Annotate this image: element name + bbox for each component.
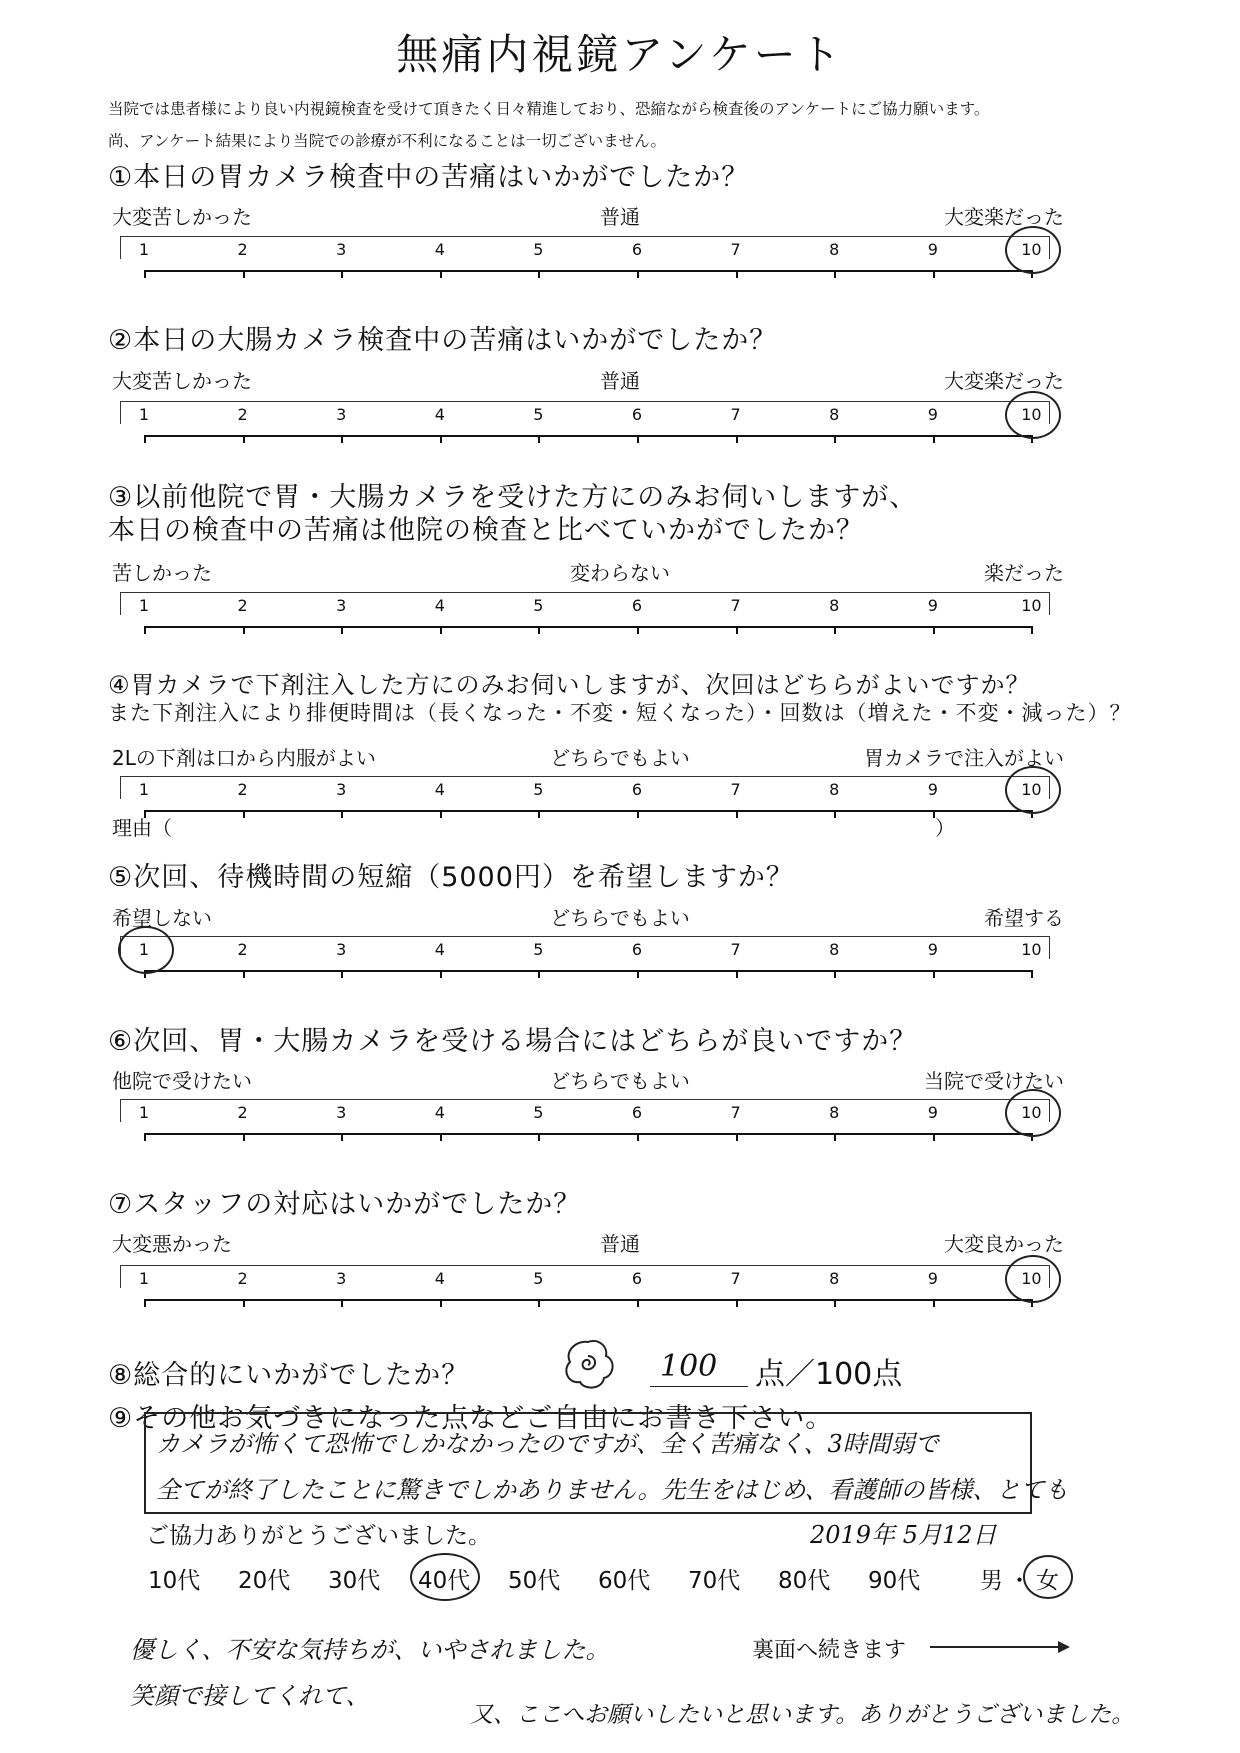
- scale-tick: [637, 626, 639, 634]
- scale-number-2[interactable]: 2: [237, 240, 248, 259]
- scale-tick: [1031, 970, 1033, 978]
- scale-number-10[interactable]: 10: [1021, 780, 1042, 799]
- q1-label-mid: 普通: [600, 205, 640, 229]
- scale-number-10[interactable]: 10: [1021, 596, 1042, 615]
- scale-axis: [144, 626, 1032, 628]
- scale-number-7[interactable]: 7: [730, 240, 741, 259]
- scale-number-6[interactable]: 6: [631, 596, 643, 615]
- scale-number-5[interactable]: 5: [533, 940, 544, 959]
- scale-number-9[interactable]: 9: [927, 780, 938, 799]
- scale-number-2[interactable]: 2: [237, 1103, 248, 1122]
- q8-score-underline: [650, 1386, 748, 1387]
- selected-answer-circle: [1005, 1089, 1061, 1137]
- q7-text: ⑦スタッフの対応はいかがでしたか？: [108, 1189, 582, 1220]
- scale-tick: [637, 435, 639, 443]
- q6-rating-scale[interactable]: [120, 1095, 1050, 1151]
- q1-rating-scale[interactable]: [120, 232, 1050, 288]
- age-option-6[interactable]: 60代: [598, 1568, 651, 1594]
- scale-tick: [341, 626, 343, 634]
- scale-number-4[interactable]: 4: [434, 240, 445, 259]
- q5-text: ⑤次回、待機時間の短縮（5000円）を希望しますか？: [108, 862, 794, 893]
- scale-number-3[interactable]: 3: [336, 240, 347, 259]
- scale-tick: [736, 1299, 738, 1307]
- scale-number-8[interactable]: 8: [829, 1103, 840, 1122]
- scale-number-4[interactable]: 4: [434, 1103, 445, 1122]
- scale-tick: [341, 435, 343, 443]
- scale-number-2[interactable]: 2: [237, 596, 248, 615]
- scale-tick: [933, 970, 935, 978]
- age-option-3[interactable]: 30代: [328, 1568, 381, 1594]
- scale-tick: [144, 435, 146, 443]
- scale-tick: [440, 1133, 442, 1141]
- scale-number-4[interactable]: 4: [434, 405, 445, 424]
- scale-number-3[interactable]: 3: [336, 596, 347, 615]
- scale-tick: [440, 970, 442, 978]
- q6-label-left: 他院で受けたい: [112, 1069, 252, 1093]
- q3-label-right: 楽だった: [984, 561, 1064, 585]
- scale-tick: [834, 970, 836, 978]
- scale-tick: [933, 1133, 935, 1141]
- scale-number-6[interactable]: 6: [631, 240, 643, 259]
- scale-number-1[interactable]: 1: [138, 780, 150, 799]
- scale-axis: [144, 270, 1032, 272]
- q7-label-left: 大変悪かった: [112, 1232, 232, 1256]
- scale-tick: [736, 970, 738, 978]
- q3-label-mid: 変わらない: [570, 561, 670, 585]
- scale-tick: [834, 810, 836, 818]
- q2-rating-scale[interactable]: [120, 397, 1050, 453]
- age-option-2[interactable]: 20代: [238, 1568, 291, 1594]
- comment-line-1: カメラが怖くて恐怖でしかなかったのですが、全く苦痛なく、3時間弱で: [156, 1430, 939, 1458]
- age-option-1[interactable]: 10代: [148, 1568, 201, 1594]
- q1-text: ①本日の胃カメラ検査中の苦痛はいかがでしたか？: [108, 162, 750, 193]
- scale-number-6[interactable]: 6: [631, 1269, 643, 1288]
- scale-tick: [933, 626, 935, 634]
- scale-number-8[interactable]: 8: [829, 940, 840, 959]
- scale-number-1[interactable]: 1: [138, 1103, 150, 1122]
- q3-text: ③以前他院で胃・大腸カメラを受けた方にのみお伺いしますが、: [108, 482, 918, 513]
- scale-tick: [341, 1133, 343, 1141]
- scale-tick: [243, 270, 245, 278]
- q2-label-right: 大変楽だった: [944, 369, 1064, 393]
- scale-number-5[interactable]: 5: [533, 405, 544, 424]
- q7-label-right: 大変良かった: [944, 1232, 1064, 1256]
- scale-tick: [736, 1133, 738, 1141]
- scale-number-3[interactable]: 3: [336, 940, 347, 959]
- selected-answer-circle: [118, 926, 174, 974]
- scale-number-10[interactable]: 10: [1021, 240, 1042, 259]
- handwritten-note-1: 優しく、不安な気持ちが、いやされました。: [130, 1636, 610, 1664]
- q4-label-left: 2Lの下剤は口から内服がよい: [112, 746, 376, 770]
- scale-number-2[interactable]: 2: [237, 780, 248, 799]
- scale-tick: [243, 810, 245, 818]
- handwritten-note-3: 又、ここへお願いしたいと思います。ありがとうございました。: [470, 1702, 1135, 1728]
- continue-text: 裏面へ続きます: [752, 1638, 907, 1663]
- scale-tick: [538, 1133, 540, 1141]
- age-option-4[interactable]: 40代: [418, 1568, 471, 1594]
- scale-tick: [933, 435, 935, 443]
- scale-tick: [243, 435, 245, 443]
- scale-tick: [834, 1133, 836, 1141]
- scale-number-5[interactable]: 5: [533, 596, 544, 615]
- age-selected-circle: [410, 1553, 480, 1601]
- scale-tick: [637, 1133, 639, 1141]
- scale-number-6[interactable]: 6: [631, 940, 643, 959]
- scale-tick: [440, 270, 442, 278]
- q1-label-right: 大変楽だった: [944, 205, 1064, 229]
- scale-number-7[interactable]: 7: [730, 596, 741, 615]
- scale-tick: [637, 1299, 639, 1307]
- thanks-text: ご協力ありがとうございました。: [146, 1523, 491, 1549]
- q8-suffix: 点／100点: [755, 1357, 903, 1392]
- q4-label-right: 胃カメラで注入がよい: [864, 746, 1064, 770]
- scale-number-5[interactable]: 5: [533, 240, 544, 259]
- scale-number-2[interactable]: 2: [237, 1269, 248, 1288]
- gender-female: 女: [1036, 1568, 1059, 1594]
- scale-tick: [637, 270, 639, 278]
- scale-number-9[interactable]: 9: [927, 596, 938, 615]
- scale-tick: [933, 1299, 935, 1307]
- scale-number-9[interactable]: 9: [927, 940, 938, 959]
- scale-number-1[interactable]: 1: [138, 596, 150, 615]
- flower-doodle-icon: [558, 1336, 618, 1392]
- scale-tick: [243, 626, 245, 634]
- scale-number-8[interactable]: 8: [829, 240, 840, 259]
- age-option-7[interactable]: 70代: [688, 1568, 741, 1594]
- scale-tick: [243, 1299, 245, 1307]
- scale-tick: [243, 1133, 245, 1141]
- scale-number-5[interactable]: 5: [533, 1103, 544, 1122]
- q5-rating-scale[interactable]: [120, 932, 1050, 988]
- scale-number-4[interactable]: 4: [434, 940, 445, 959]
- scale-number-7[interactable]: 7: [730, 780, 741, 799]
- q2-label-mid: 普通: [600, 369, 640, 393]
- scale-number-2[interactable]: 2: [237, 940, 248, 959]
- handwritten-note-2: 笑顔で接してくれて、: [130, 1682, 370, 1710]
- q3-label-left: 苦しかった: [112, 561, 212, 585]
- scale-tick: [933, 270, 935, 278]
- gender-male: 男: [980, 1568, 1003, 1594]
- gender-separator: ・: [1008, 1568, 1031, 1594]
- scale-tick: [736, 435, 738, 443]
- scale-tick: [440, 810, 442, 818]
- scale-number-7[interactable]: 7: [730, 940, 741, 959]
- scale-number-9[interactable]: 9: [927, 1103, 938, 1122]
- scale-tick: [341, 810, 343, 818]
- selected-answer-circle: [1005, 1255, 1061, 1303]
- scale-tick: [834, 1299, 836, 1307]
- scale-tick: [834, 270, 836, 278]
- scale-number-1[interactable]: 1: [138, 940, 150, 959]
- scale-number-1[interactable]: 1: [138, 405, 150, 424]
- q6-text: ⑥次回、胃・大腸カメラを受ける場合にはどちらが良いですか？: [108, 1026, 918, 1057]
- scale-number-1[interactable]: 1: [138, 1269, 150, 1288]
- q7-label-mid: 普通: [600, 1232, 640, 1256]
- scale-tick: [341, 270, 343, 278]
- scale-number-6[interactable]: 6: [631, 1103, 643, 1122]
- scale-axis: [144, 435, 1032, 437]
- scale-number-3[interactable]: 3: [336, 780, 347, 799]
- scale-number-1[interactable]: 1: [138, 240, 150, 259]
- gender-selected-circle: [1023, 1555, 1073, 1599]
- age-option-9[interactable]: 90代: [868, 1568, 921, 1594]
- scale-tick: [834, 435, 836, 443]
- survey-date: 2019年 5月12日: [810, 1521, 997, 1549]
- page-title: 無痛内視鏡アンケート: [396, 30, 844, 79]
- scale-tick: [341, 970, 343, 978]
- scale-number-8[interactable]: 8: [829, 596, 840, 615]
- scale-number-10[interactable]: 10: [1021, 940, 1042, 959]
- scale-number-5[interactable]: 5: [533, 1269, 544, 1288]
- scale-tick: [538, 626, 540, 634]
- q8-text: ⑧総合的にいかがでしたか？: [108, 1360, 470, 1391]
- scale-tick: [736, 270, 738, 278]
- comment-line-2: 全てが終了したことに驚きでしかありません。先生をはじめ、看護師の皆様、とても: [156, 1476, 1069, 1504]
- scale-axis: [144, 1133, 1032, 1135]
- scale-number-7[interactable]: 7: [730, 1103, 741, 1122]
- scale-number-9[interactable]: 9: [927, 1269, 938, 1288]
- scale-number-6[interactable]: 6: [631, 405, 643, 424]
- q5-label-mid: どちらでもよい: [550, 906, 690, 930]
- age-option-5[interactable]: 50代: [508, 1568, 561, 1594]
- scale-axis: [144, 970, 1032, 972]
- q4-rating-scale[interactable]: [120, 772, 1050, 828]
- scale-number-5[interactable]: 5: [533, 780, 544, 799]
- q3-rating-scale[interactable]: [120, 588, 1050, 644]
- scale-tick: [834, 626, 836, 634]
- intro-line-1: 当院では患者様により良い内視鏡検査を受けて頂きたく日々精進しており、恐縮ながら検査後のアンケートにご協力願います。: [108, 100, 990, 118]
- q4-text: ④胃カメラで下剤注入した方にのみお伺いしますが、次回はどちらがよいですか？: [108, 671, 1031, 699]
- scale-tick: [440, 1299, 442, 1307]
- scale-number-10[interactable]: 10: [1021, 1269, 1042, 1288]
- q5-label-left: 希望しない: [112, 906, 212, 930]
- scale-number-7[interactable]: 7: [730, 405, 741, 424]
- scale-number-4[interactable]: 4: [434, 596, 445, 615]
- scale-number-8[interactable]: 8: [829, 1269, 840, 1288]
- scale-number-10[interactable]: 10: [1021, 405, 1042, 424]
- scale-axis: [144, 1299, 1032, 1301]
- scale-tick: [637, 810, 639, 818]
- scale-number-3[interactable]: 3: [336, 1103, 347, 1122]
- scale-tick: [538, 1299, 540, 1307]
- q4-reason-label: 理由（: [112, 816, 172, 840]
- scale-number-3[interactable]: 3: [336, 1269, 347, 1288]
- q5-label-right: 希望する: [984, 906, 1064, 930]
- q2-text: ②本日の大腸カメラ検査中の苦痛はいかがでしたか？: [108, 325, 778, 356]
- q1-label-left: 大変苦しかった: [112, 205, 252, 229]
- scale-tick: [440, 435, 442, 443]
- scale-number-10[interactable]: 10: [1021, 1103, 1042, 1122]
- scale-tick: [538, 970, 540, 978]
- scale-tick: [144, 1133, 146, 1141]
- q2-label-left: 大変苦しかった: [112, 369, 252, 393]
- selected-answer-circle: [1005, 391, 1061, 439]
- scale-axis: [144, 810, 1032, 812]
- q4-label-mid: どちらでもよい: [550, 746, 690, 770]
- q4-text-2: また下剤注入により排便時間は（長くなった・不変・短くなった）・回数は（増えた・不変・減った）？: [108, 701, 1132, 725]
- q4-reason-close: ）: [935, 816, 955, 840]
- q3-text-2: 本日の検査中の苦痛は他院の検査と比べていかがでしたか？: [108, 515, 864, 546]
- selected-answer-circle: [1005, 766, 1061, 814]
- scale-number-8[interactable]: 8: [829, 780, 840, 799]
- scale-tick: [538, 435, 540, 443]
- q6-label-mid: どちらでもよい: [550, 1069, 690, 1093]
- scale-number-6[interactable]: 6: [631, 780, 643, 799]
- scale-number-4[interactable]: 4: [434, 780, 445, 799]
- scale-number-9[interactable]: 9: [927, 405, 938, 424]
- age-option-8[interactable]: 80代: [778, 1568, 831, 1594]
- intro-line-2: 尚、アンケート結果により当院での診療が不利になることは一切ございません。: [108, 132, 667, 150]
- scale-tick: [736, 810, 738, 818]
- scale-tick: [144, 626, 146, 634]
- scale-tick: [538, 810, 540, 818]
- scale-tick: [736, 626, 738, 634]
- q8-score: 100: [660, 1349, 718, 1384]
- scale-number-2[interactable]: 2: [237, 405, 248, 424]
- selected-answer-circle: [1005, 226, 1061, 274]
- arrow-right-icon: [930, 1637, 1072, 1657]
- scale-tick: [1031, 626, 1033, 634]
- scale-number-8[interactable]: 8: [829, 405, 840, 424]
- scale-tick: [637, 970, 639, 978]
- scale-tick: [144, 1299, 146, 1307]
- scale-tick: [243, 970, 245, 978]
- q9-text: ⑨その他お気づきになった点などご自由にお書き下さい。: [108, 1403, 834, 1434]
- scale-tick: [440, 626, 442, 634]
- q7-rating-scale[interactable]: [120, 1261, 1050, 1317]
- scale-number-9[interactable]: 9: [927, 240, 938, 259]
- scale-number-3[interactable]: 3: [336, 405, 347, 424]
- q6-label-right: 当院で受けたい: [924, 1069, 1064, 1093]
- scale-number-4[interactable]: 4: [434, 1269, 445, 1288]
- scale-tick: [538, 270, 540, 278]
- scale-number-7[interactable]: 7: [730, 1269, 741, 1288]
- scale-tick: [144, 270, 146, 278]
- scale-tick: [341, 1299, 343, 1307]
